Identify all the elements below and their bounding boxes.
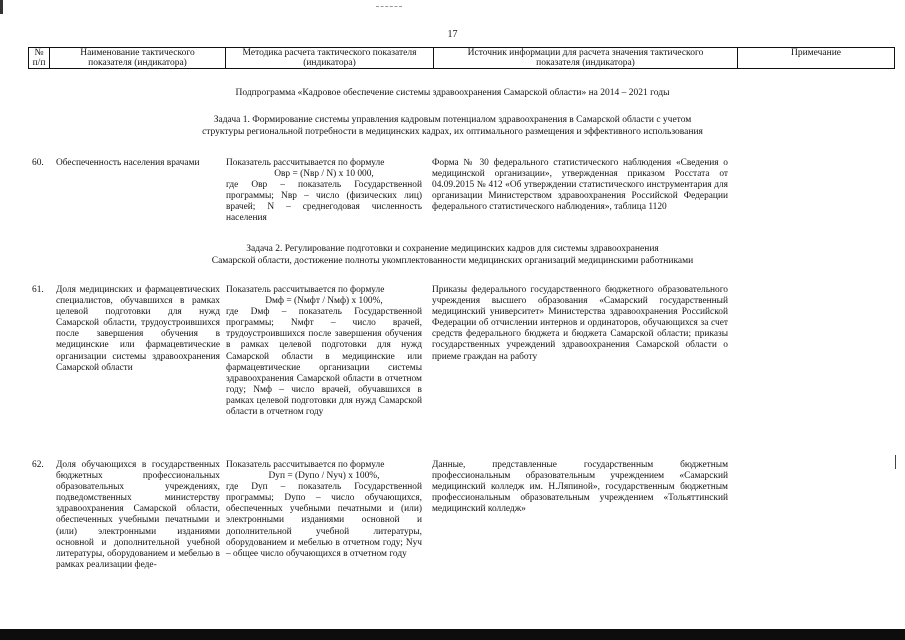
header-col-source-line2: показателя (индикатора) (536, 58, 635, 68)
page-number: 17 (447, 29, 458, 40)
row-61-source: Приказы федерального государственного бюджетного образовательного учреждения высшего образования «Самарский государственный медицинский университет» Министерства здравоохранения Российской Федерации об отчислении интернов и ординаторов, обучающихся за счет средств федерального бюджета и бюджета Самарской области; приказы государственных учреждений здравоохранения Самарской области о приеме граждан на работу (432, 285, 728, 362)
row-60-number: 60. (32, 158, 44, 168)
header-col-method-line2: (индикатора) (303, 58, 356, 68)
task2-heading-line2: Самарской области, достижение полноты укомплектованности медицинских организаций медицинскими работниками (211, 256, 694, 266)
row-61-method-rest: где Dмф – показатель Государственной программы; Nмфт – число врачей, трудоустроившихся после завершения обучения в рамках целевой подготовки для нужд Самарской области в медицинские или фармацевтические организации системы здравоохранения Самарской области в отчетном году; Nмф – число врачей, обучавшихся в рамках целевой подготовки для нужд Самарской области в отчетном году (226, 307, 422, 418)
subprogram-title: Подпрограмма «Кадровое обеспечение системы здравоохранения Самарской области» на 2014 – 2021 годы (235, 88, 670, 98)
table-header (28, 47, 895, 69)
task2-heading-line1: Задача 2. Регулирование подготовки и сохранение медицинских кадров для системы здравоохранения (246, 244, 659, 254)
task1-heading-line2: структуры региональной потребности в медицинских кадрах, их оптимального размещения и эффективного использования (202, 127, 703, 137)
header-col-source (434, 48, 738, 69)
row-60-method (226, 158, 422, 225)
scan-artifact-tick (895, 455, 896, 469)
header-col-source-line1: Источник информации для расчета значения тактического (467, 48, 704, 58)
header-col-name-line1: Наименование тактического (80, 48, 195, 58)
row-60-source: Форма № 30 федерального статистического наблюдения «Сведения о медицинской организации», утвержденная приказом Росстата от 04.09.2015 № 412 «Об утверждении статистического инструментария для организации Министерством здравоохранения Российской Федерации федерального статистического наблюдения», таблица 1120 (432, 158, 728, 213)
row-60-method-rest: где Oвр – показатель Государственной программы; Nвр – число (физических лиц) врачей; N – среднегодовая численность населения (226, 180, 422, 224)
row-62-method-rest: где Dуп – показатель Государственной программы; Dупо – число обучающихся, обеспеченных учебными печатными и (или) электронными изданиями основной и дополнительной учебной литературы, оборудованием и мебелью в отчетном году; Nуч – общее число обучающихся в отчетном году (226, 482, 422, 559)
scan-edge-mark (0, 0, 3, 14)
header-col-note-label: Примечание (790, 48, 842, 58)
row-60-indicator-name: Обеспеченность населения врачами (56, 158, 200, 168)
row-62-formula: Dуп = (Dупо / Nуч) x 100%, (268, 471, 380, 482)
row-60-formula: Oвр = (Nвр / N) x 10 000, (274, 169, 374, 180)
row-62-number: 62. (32, 460, 44, 470)
header-col-number-line1: № (34, 48, 44, 58)
row-61-formula: Dмф = (Nмфт / Nмф) x 100%, (265, 296, 383, 307)
header-col-number (29, 48, 50, 69)
row-62-indicator-name: Доля обучающихся в государственных бюджетных профессиональных образовательных учреждениях, подведомственных министерству здравоохранения Самарской области, обеспеченных учебными печатными и (или) электронными изданиями основной и дополнительной учебной литературы, оборудованием и мебелью в рамках реализации феде- (56, 460, 220, 570)
row-60-method-intro: Показатель рассчитывается по формуле (226, 158, 385, 168)
row-61-method-intro: Показатель рассчитывается по формуле (226, 285, 385, 295)
header-col-name (50, 48, 226, 69)
scan-bottom-edge (0, 629, 905, 640)
row-62-method-intro: Показатель рассчитывается по формуле (226, 460, 385, 470)
row-61-number: 61. (32, 285, 44, 295)
row-62-source: Данные, представленные государственным бюджетным профессиональным образовательным учреждением «Самарский медицинский колледж им. Н.Ляпиной», государственным бюджетным профессиональным образовательным учреждением «Тольяттинский медицинский колледж» (432, 460, 728, 515)
header-col-note (738, 48, 895, 69)
row-62-method (226, 460, 422, 560)
task1-heading-line1: Задача 1. Формирование системы управления кадровым потенциалом здравоохранения в Самарской области с учетом (213, 115, 692, 125)
header-col-method (226, 48, 434, 69)
row-61-indicator-name: Доля медицинских и фармацевтических специалистов, обучавшихся в рамках целевой подготовки для нужд Самарской области, трудоустроившихся после завершения обучения в медицинские или фармацевтические организации системы здравоохранения Самарской области (56, 285, 220, 373)
scan-artifact-dash (376, 6, 402, 7)
row-61-method (226, 285, 422, 418)
header-col-name-line2: показателя (индикатора) (88, 58, 187, 68)
header-col-number-line2: п/п (32, 58, 46, 68)
header-col-method-line1: Методика расчета тактического показателя (242, 48, 417, 58)
